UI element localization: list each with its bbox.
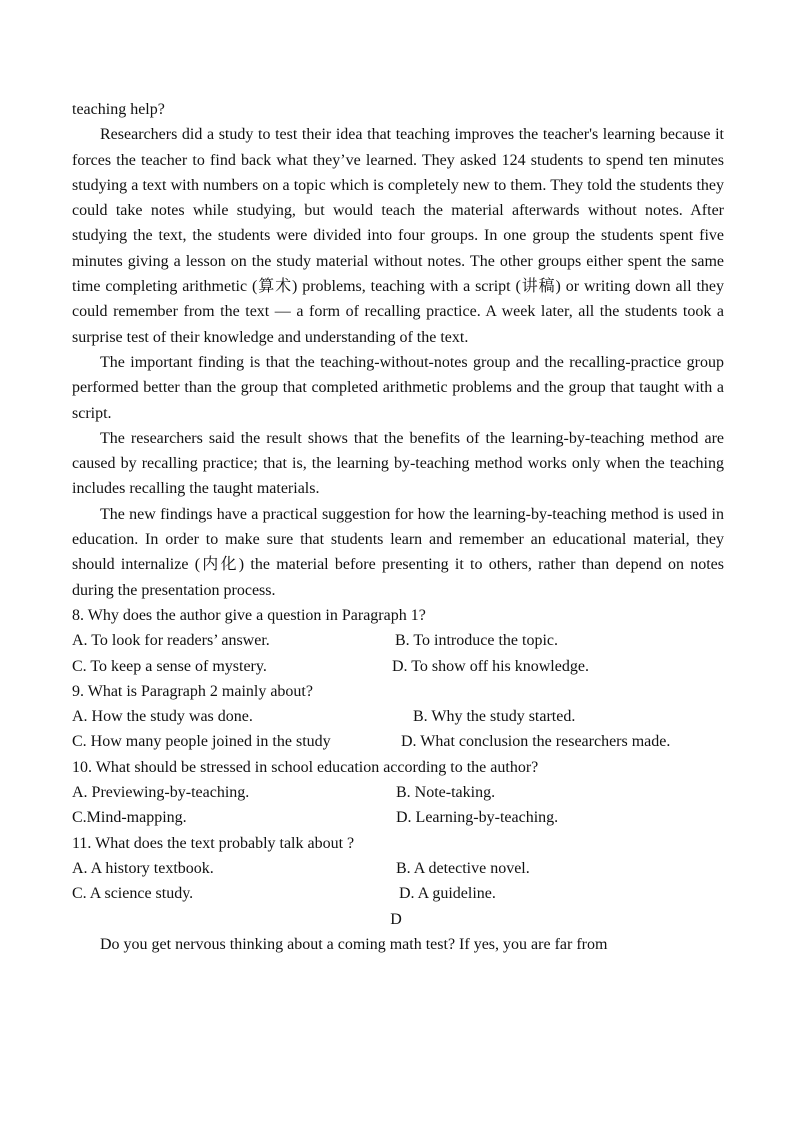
question-9-options-row-2 bbox=[72, 729, 724, 754]
paragraph-suggestion: The new findings have a practical suggestion for how the learning-by-teaching method is used in education. In order to make sure that students learn and remember an educational material, they should internalize (内化) the material before presenting it to others, rather than depend on notes during the presentation process. bbox=[72, 505, 724, 599]
question-9-options-row-1 bbox=[72, 704, 724, 729]
option-10b: B. Note-taking. bbox=[396, 784, 496, 802]
option-11d: D. A guideline. bbox=[399, 885, 496, 903]
question-11-options-row-2 bbox=[72, 881, 724, 906]
option-11b: B. A detective novel. bbox=[396, 859, 530, 877]
option-8c: C. To keep a sense of mystery. bbox=[72, 657, 267, 675]
question-8-options-row-1 bbox=[72, 628, 724, 653]
section-heading-d: D bbox=[390, 910, 402, 928]
option-8d: D. To show off his knowledge. bbox=[392, 657, 589, 675]
document-page bbox=[72, 97, 724, 957]
option-9a: A. How the study was done. bbox=[72, 708, 253, 726]
question-11-options-row-1 bbox=[72, 856, 724, 881]
option-9d: D. What conclusion the researchers made. bbox=[401, 733, 671, 751]
paragraph-study: Researchers did a study to test their idea that teaching improves the teacher's learning because it forces the teacher to find back what they’ve learned. They asked 124 students to spend ten minutes studying a text with numbers on a topic which is completely new to them. They told the students they could take notes while studying, but would teach the material afterwards without notes. After studying the text, the students were divided into four groups. In one group the students spent five minutes giving a lesson on the study material without notes. The other groups either spent the same time completing arithmetic (算术) problems, teaching with a script (讲稿) or writing down all they could remember from the text — a form of recalling practice. A week later, all the students took a surprise test of their knowledge and understanding of the text. bbox=[72, 126, 724, 346]
option-9c: C. How many people joined in the study bbox=[72, 733, 331, 751]
question-9-stem: 9. What is Paragraph 2 mainly about? bbox=[72, 682, 313, 700]
question-8-options-row-2 bbox=[72, 654, 724, 679]
option-10d: D. Learning-by-teaching. bbox=[396, 809, 559, 827]
option-8a: A. To look for readers’ answer. bbox=[72, 632, 270, 650]
question-11-stem: 11. What does the text probably talk about ? bbox=[72, 834, 355, 852]
option-9b: B. Why the study started. bbox=[413, 708, 576, 726]
question-10-options-row-2 bbox=[72, 805, 724, 830]
option-11a: A. A history textbook. bbox=[72, 859, 214, 877]
option-10a: A. Previewing-by-teaching. bbox=[72, 784, 250, 802]
option-10c: C.Mind-mapping. bbox=[72, 809, 187, 827]
next-passage-start: Do you get nervous thinking about a coming math test? If yes, you are far from bbox=[100, 935, 608, 953]
intro-tail: teaching help? bbox=[72, 101, 165, 118]
question-10-options-row-1 bbox=[72, 780, 724, 805]
option-11c: C. A science study. bbox=[72, 885, 194, 903]
option-8b: B. To introduce the topic. bbox=[395, 632, 558, 650]
question-8-stem: 8. Why does the author give a question in Paragraph 1? bbox=[72, 606, 426, 624]
paragraph-finding: The important finding is that the teaching-without-notes group and the recalling-practice group performed better than the group that completed arithmetic problems and the group that taught with a script. bbox=[72, 353, 724, 422]
question-10-stem: 10. What should be stressed in school education according to the author? bbox=[72, 758, 539, 776]
paragraph-result: The researchers said the result shows that the benefits of the learning-by-teaching method are caused by recalling practice; that is, the learning by-teaching method works only when the teaching includes recalling the taught materials. bbox=[72, 429, 724, 498]
